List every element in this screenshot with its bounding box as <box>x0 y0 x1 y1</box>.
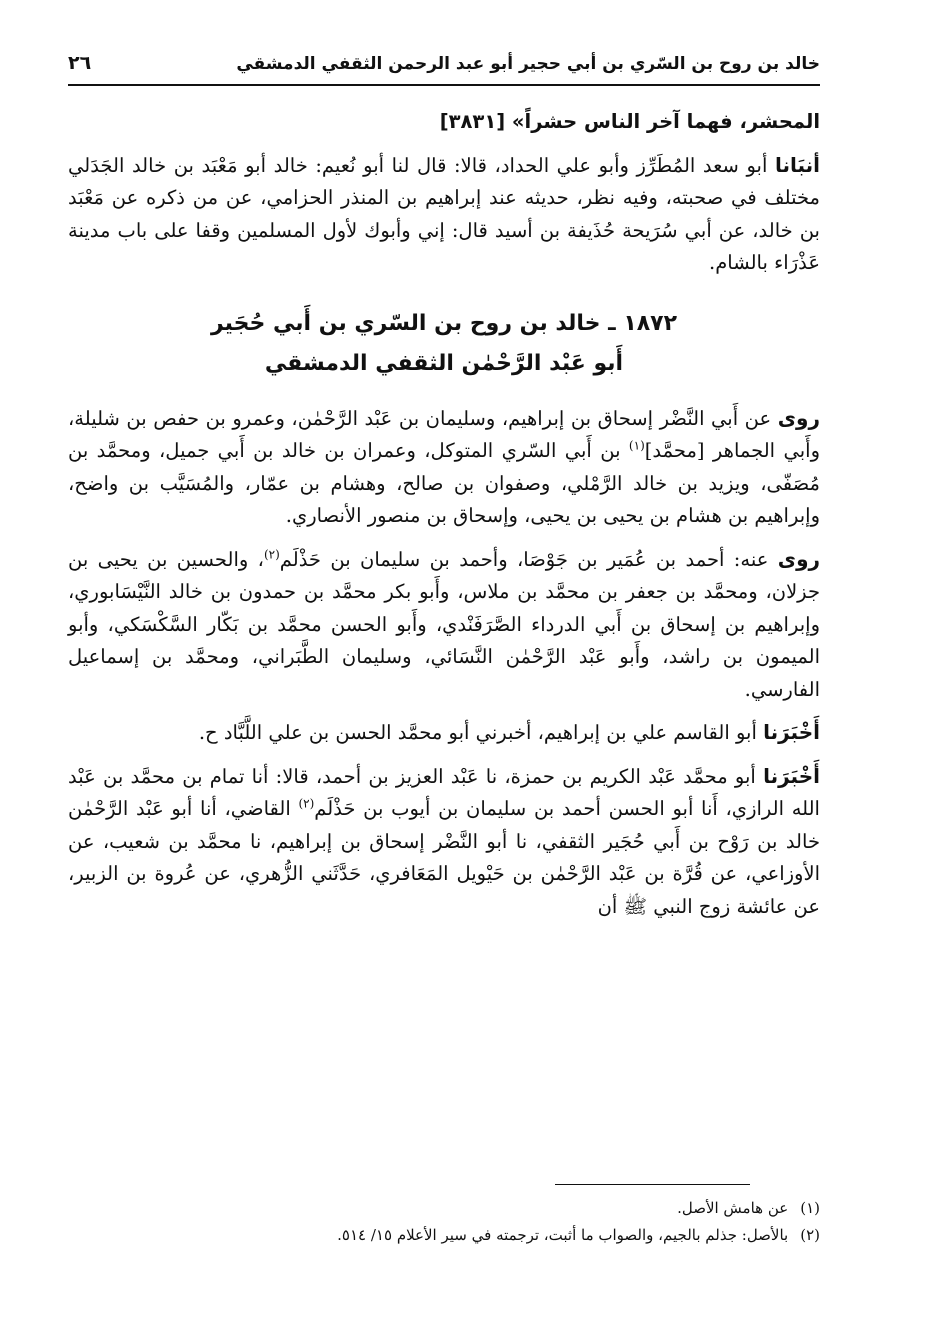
page-number: ٢٦ <box>68 52 92 74</box>
entry-heading-line-2: أَبو عَبْد الرَّحْمٰن الثقفي الدمشقي <box>264 350 624 376</box>
paragraph-6 <box>68 760 820 924</box>
main-text <box>68 106 820 923</box>
footnote-1-number: (١) <box>800 1199 820 1217</box>
paragraph-1-text: المحشر، فهما آخر الناس حشراً» [٣٨٣١] <box>439 110 820 133</box>
paragraph-2-lead: أنبَانا <box>774 152 820 177</box>
entry-heading <box>68 304 820 384</box>
footnote-ref-2[interactable]: (٢) <box>263 547 280 561</box>
paragraph-5-text: أبو القاسم علي بن إبراهيم، أخبرني أبو محمَّد الحسن بن علي اللَّبَّاد ح. <box>198 721 757 744</box>
paragraph-3 <box>68 402 820 533</box>
paragraph-2 <box>68 149 820 280</box>
running-title: خالد بن روح بن السّري بن أبي حجير أبو عبد الرحمن الثقفي الدمشقي <box>236 54 820 74</box>
paragraph-3-text: عن أَبي النَّضْر إسحاق بن إبراهيم، وسليمان بن عَبْد الرَّحْمٰن، وعمرو بن حفص بن شليلة، وأَبي الجماهر [محمَّد] <box>68 406 821 462</box>
footnote-2-number: (٢) <box>800 1226 820 1244</box>
footnote-separator <box>555 1184 750 1185</box>
paragraph-3-text-cont: بن أَبي السّري المتوكل، وعمران بن خالد بن أَبي جميل، ومحمَّد بن مُصَفّى، ويزيد بن خالد الرَّمْلي، وصفوان بن صالح، وهشام بن عمّار، والمُسَيَّب بن واضح، وإبراهيم بن هشام بن يحيى بن يحيى، وإسحاق بن منصور الأنصاري. <box>68 439 820 527</box>
paragraph-6-text-cont: القاضي، أنا أبو عَبْد الرَّحْمٰن خالد بن رَوْح بن أَبي حُجَير الثقفي، نا أبو النَّضْر إسحاق بن إبراهيم، نا محمَّد بن شعيب، عن الأوزاعي، عن قُرَّة بن عَبْد الرَّحْمٰن بن حَيْويل المَعَافري، حَدَّثَني الزُّهري، عن عُروة بن الزبير، عن عائشة زوج النبي ﷺ أن <box>68 797 820 918</box>
running-header <box>68 48 820 86</box>
paragraph-2-text: أبو سعد المُطَرِّز وأبو علي الحداد، قالا: قال لنا أبو نُعيم: خالد أبو مَعْبَد بن خالد الجَدَلي مختلف في صحبته، وفيه نظر، حديثه عند إبراهيم بن المنذر الحزامي، عن من ذكره عن مَعْبَد بن خالد، عن أبي سُرَيحة حُذَيفة بن أسيد قال: إني وأبوك لأول المسلمين وقفا على باب مدينة عَذْرَاء بالشام. <box>68 153 820 274</box>
footnotes <box>220 1195 820 1249</box>
footnote-1 <box>220 1195 820 1222</box>
paragraph-3-lead: روى <box>777 405 820 430</box>
paragraph-4-text: عنه: أحمد بن عُمَير بن جَوْصَا، وأحمد بن سليمان بن حَذْلَم <box>279 547 769 571</box>
paragraph-5 <box>68 716 820 750</box>
footnote-1-text: عن هامش الأصل. <box>677 1199 789 1217</box>
page <box>68 48 820 933</box>
footnote-ref-2b[interactable]: (٢) <box>298 796 315 811</box>
paragraph-4 <box>68 543 820 707</box>
paragraph-4-text-cont: ، والحسين بن يحيى بن جزلان، ومحمَّد بن جعفر بن محمَّد بن ملاس، وأَبو بكر محمَّد بن حمدون بن خالد النَّيْسَابوري، وإبراهيم بن إسحاق بن أَبي الدرداء الصَّرَفَنْدي، وأَبو الحسن محمَّد بن بَكّار السَّكْسَكي، وأبو الميمون بن راشد، وأَبو عَبْد الرَّحْمٰن النَّسَائي، وسليمان الطَّبَراني، ومحمَّد بن إسماعيل الفارسي. <box>68 547 820 701</box>
paragraph-6-text: أبو محمَّد عَبْد الكريم بن حمزة، نا عَبْد العزيز بن أحمد، قالا: أنا تمام بن محمَّد بن عَبْد الله الرازي، أَنا أبو الحسن أحمد بن سليمان بن أيوب بن حَذْلَم <box>68 764 820 820</box>
paragraph-5-lead: أَخْبَرَنا <box>763 720 820 744</box>
paragraph-6-lead: أَخْبَرَنا <box>763 763 820 788</box>
footnote-2 <box>220 1222 820 1249</box>
footnote-ref-1[interactable]: (١) <box>628 438 645 453</box>
paragraph-4-lead: روى <box>777 546 821 571</box>
paragraph-1 <box>68 106 820 139</box>
entry-heading-line-1: ١٨٧٢ ـ خالد بن روح بن السّري بن أَبي حُجَير <box>210 310 678 336</box>
footnote-2-text: بالأصل: جذلم بالجيم، والصواب ما أثبت، ترجمته في سير الأعلام ١٥/ ٥١٤. <box>337 1226 789 1244</box>
